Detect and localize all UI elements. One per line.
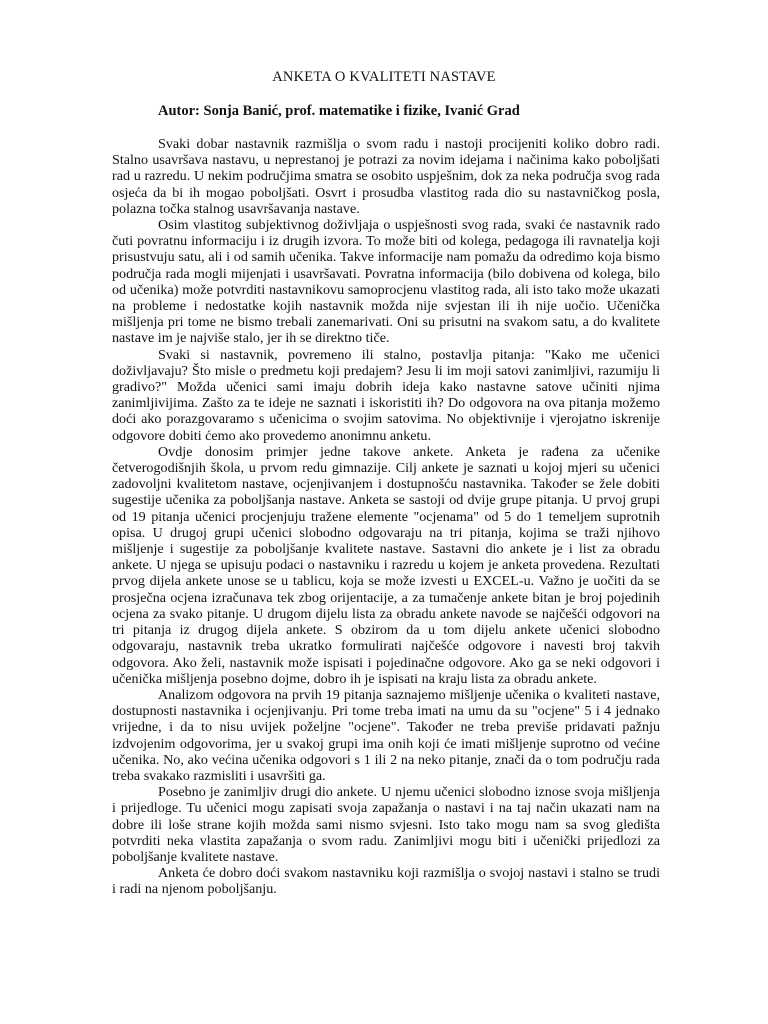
paragraph-3: Svaki si nastavnik, povremeno ili stalno, postavlja pitanja: "Kako me učenici doživljavaju? Što misle o predmetu koji predajem? Jesu li im moji satovi zanimljivi, razumiju li gradivo?" Možda učenici sami imaju dobrih ideja kako nastavne satove učiniti njima zanimljivijima. Zašto za te ideje ne saznati i iskoristiti ih? Do odgovora na ova pitanja možemo doći ako porazgovaramo s učenicima o svojim satovima. No objektivnije i vjerojatno iskrenije odgovore dobiti ćemo ako provedemo anonimnu anketu. [112,346,660,444]
paragraph-2: Osim vlastitog subjektivnog doživljaja o uspješnosti svog rada, svaki će nastavnik rado čuti povratnu informaciju i iz drugih izvora. To može biti od kolega, pedagoga ili ravnatelja koji prisustvuju satu, ali i od samih učenika. Takve informacije nam pomažu da odredimo koja bismo područja rada mogli mijenjati i usavršavati. Povratna informacija (bilo dobivena od kolega, bilo od učenika) može potvrditi nastavnikovu samoprocjenu vlastitog rada, ali isto tako može ukazati na probleme i nedostatke kojih nastavnik možda nije svjestan ili ih nije uočio. Učenička mišljenja pri tome ne bismo trebali zanemarivati. Oni su prisutni na svakom satu, a do kvalitete nastave im je najviše stalo, jer ih se direktno tiče. [112,217,660,347]
document-title: ANKETA O KVALITETI NASTAVE [272,69,496,85]
paragraph-7: Anketa će dobro doći svakom nastavniku koji razmišlja o svojoj nastavi i stalno se trudi i radi na njenom poboljšanju. [112,865,660,898]
paragraph-1: Svaki dobar nastavnik razmišlja o svom radu i nastoji procijeniti koliko dobro radi. Stalno usavršava nastavu, u neprestanoj je potrazi za novim idejama i načinima kako poboljšati rad u razredu. U nekim područjima smatra se osobito uspješnim, dok za neka područja svog rada osjeća da bi ih mogao poboljšati. Osvrt i prosudba vlastitog rada dio su nastavničkog posla, polazna točka stalnog usavršavanja nastave. [112,136,660,217]
paragraph-5: Analizom odgovora na prvih 19 pitanja saznajemo mišljenje učenika o kvaliteti nastave, dostupnosti nastavnika i ocjenjivanju. Pri tome treba imati na umu da su "ocjene" 5 i 4 jednako vrijedne, i da to nisu uvijek poželjne "ocjene". Također ne treba previše pridavati pažnju izdvojenim odgovorima, jer u svakoj grupi ima onih koji će imati mišljenje suprotno od većine učenika. No, ako većina učenika odgovori s 1 ili 2 na neko pitanje, znači da o tom području rada treba svakako razmisliti i usavršiti ga. [112,686,660,784]
paragraph-6: Posebno je zanimljiv drugi dio ankete. U njemu učenici slobodno iznose svoja mišljenja i prijedloge. Tu učenici mogu zapisati svoja zapažanja o nastavi i na taj način ukazati nam na dobre ili loše strane kojih možda sami nismo svjesni. Isto tako mogu nam sa svog gledišta potvrditi neka vlastita zapažanja o svom radu. Zanimljivi mogu biti i učenički prijedlozi za poboljšanje kvalitete nastave. [112,784,660,865]
document-body [112,136,660,898]
paragraph-4: Ovdje donosim primjer jedne takove ankete. Anketa je rađena za učenike četverogodišnjih škola, u prvom redu gimnazije. Cilj ankete je saznati u kojoj mjeri su učenici zadovoljni kvalitetom nastave, ocjenjivanjem i dostupnošću nastavnika. Također se žele dobiti sugestije učenika za poboljšanja nastave. Anketa se sastoji od dvije grupe pitanja. U prvoj grupi od 19 pitanja učenici procjenjuju tražene elemente "ocjenama" od 5 do 1 temeljem suprotnih opisa. U drugoj grupi učenici slobodno odgovaraju na tri pitanja, kojima se traži njihovo mišljenje i sugestije za poboljšanje kvalitete nastave. Sastavni dio ankete je i list za obradu ankete. U njega se upisuju podaci o nastavniku i razredu u kojem je anketa provedena. Rezultati prvog dijela ankete unose se u tablicu, koja se može izvesti u EXCEL-u. Važno je uočiti da se prosječna ocjena izračunava tek zbog orijentacije, a za tumačenje ankete bitan je broj pojedinih ocjena za svako pitanje. U drugom dijelu lista za obradu ankete navode se najčešći odgovori na tri pitanja iz drugog dijela ankete. S obzirom da u tom dijelu ankete učenici slobodno odgovaraju, nastavnik treba ukratko formulirati najčešće odgovore i navesti broj takvih odgovora. Ako želi, nastavnik može ispisati i pojedinačne odgovore. Ako ga se neki odgovori i učenička mišljenja posebno dojme, dobro ih je ispisati na kraju lista za obradu ankete. [112,443,660,687]
document-author: Autor: Sonja Banić, prof. matematike i fizike, Ivanić Grad [158,103,520,119]
